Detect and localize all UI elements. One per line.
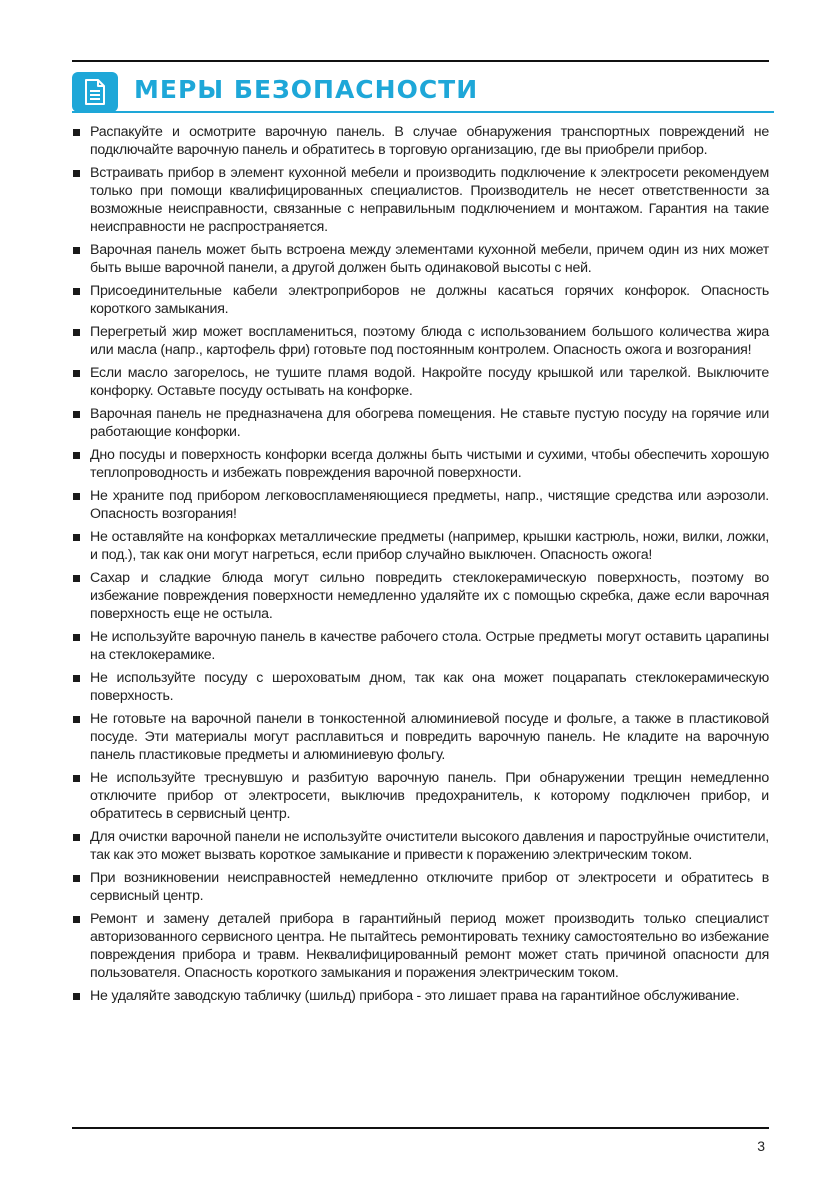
list-item <box>72 528 769 564</box>
list-item <box>72 487 769 523</box>
list-item-text: Если масло загорелось, не тушите пламя водой. Накройте посуду крышкой или тарелкой. Выключите конфорку. Оставьте посуду остывать на конфорке. <box>90 365 769 399</box>
bullet-square-icon <box>73 675 80 682</box>
bullet-square-icon <box>73 370 80 377</box>
bullet-square-icon <box>73 875 80 882</box>
list-item-text: Не используйте варочную панель в качестве рабочего стола. Острые предметы могут оставить царапины на стеклокерамике. <box>90 629 769 663</box>
list-item-text: Распакуйте и осмотрите варочную панель. В случае обнаружения транспортных повреждений не подключайте варочную панель и обратитесь в торговую организацию, где вы приобрели прибор. <box>90 124 769 158</box>
bottom-rule <box>72 1127 769 1129</box>
bullet-square-icon <box>73 916 80 923</box>
bullet-square-icon <box>73 288 80 295</box>
safety-list <box>72 123 769 1010</box>
list-item <box>72 569 769 623</box>
list-item <box>72 910 769 982</box>
list-item <box>72 710 769 764</box>
list-item <box>72 282 769 318</box>
document-icon <box>72 72 118 112</box>
list-item <box>72 987 769 1005</box>
bullet-square-icon <box>73 493 80 500</box>
bullet-square-icon <box>73 993 80 1000</box>
bullet-square-icon <box>73 716 80 723</box>
bullet-square-icon <box>73 775 80 782</box>
list-item <box>72 323 769 359</box>
bullet-square-icon <box>73 411 80 418</box>
list-item-text: Дно посуды и поверхность конфорки всегда должны быть чистыми и сухими, чтобы обеспечить хорошую теплопроводность и избежать повреждения варочной поверхности. <box>90 447 769 481</box>
bullet-square-icon <box>73 534 80 541</box>
bullet-square-icon <box>73 170 80 177</box>
bullet-square-icon <box>73 575 80 582</box>
header-underline <box>72 111 774 113</box>
top-rule <box>72 60 769 62</box>
list-item-text: Варочная панель может быть встроена между элементами кухонной мебели, причем один из них может быть выше варочной панели, а другой должен быть одинаковой высоты с ней. <box>90 242 769 276</box>
list-item-text: Для очистки варочной панели не используйте очистители высокого давления и пароструйные очистители, так как это может вызвать короткое замыкание и привести к поражению электрическим током. <box>90 829 769 863</box>
list-item-text: Встраивать прибор в элемент кухонной мебели и производить подключение к электросети рекомендуем только при помощи квалифицированных специалистов. Производитель не несет ответственности за возможные неисправности, связанные с неправильным подключением и монтажом. Гарантия на такие неисправности не распространяется. <box>90 165 769 235</box>
list-item-text: Не готовьте на варочной панели в тонкостенной алюминиевой посуде и фольге, а также в пластиковой посуде. Эти материалы могут расплавиться и повредить варочную панель. Не кладите на варочную панель пластиковые предметы и алюминиевую фольгу. <box>90 711 769 763</box>
bullet-square-icon <box>73 452 80 459</box>
list-item <box>72 241 769 277</box>
list-item-text: Не удаляйте заводскую табличку (шильд) прибора - это лишает права на гарантийное обслуживание. <box>90 988 740 1004</box>
list-item <box>72 446 769 482</box>
list-item-text: Не оставляйте на конфорках металлические предметы (например, крышки кастрюль, ножи, вилки, ложки, и под.), так как они могут нагреться, если прибор случайно выключен. Опасность ожога! <box>90 529 769 563</box>
list-item <box>72 628 769 664</box>
list-item-text: Присоединительные кабели электроприборов не должны касаться горячих конфорок. Опасность короткого замыкания. <box>90 283 769 317</box>
list-item <box>72 405 769 441</box>
list-item <box>72 869 769 905</box>
section-header <box>72 70 774 114</box>
list-item-text: Сахар и сладкие блюда могут сильно повредить стеклокерамическую поверхность, поэтому во избежание повреждения поверхности немедленно удаляйте их с помощью скребка, даже если варочная поверхность еще не остыла. <box>90 570 769 622</box>
bullet-square-icon <box>73 129 80 136</box>
list-item-text: При возникновении неисправностей немедленно отключите прибор от электросети и обратитесь в сервисный центр. <box>90 870 769 904</box>
bullet-square-icon <box>73 247 80 254</box>
list-item-text: Перегретый жир может воспламениться, поэтому блюда с использованием большого количества жира или масла (напр., картофель фри) готовьте под постоянным контролем. Опасность ожога и возгорания! <box>90 324 769 358</box>
list-item <box>72 364 769 400</box>
list-item <box>72 828 769 864</box>
list-item <box>72 669 769 705</box>
list-item <box>72 164 769 236</box>
bullet-square-icon <box>73 634 80 641</box>
page-number: 3 <box>757 1138 765 1154</box>
list-item <box>72 769 769 823</box>
list-item-text: Не используйте посуду с шероховатым дном, так как она может поцарапать стеклокерамическую поверхность. <box>90 670 769 704</box>
list-item <box>72 123 769 159</box>
list-item-text: Не используйте треснувшую и разбитую варочную панель. При обнаружении трещин немедленно отключите прибор от электросети, выключив предохранитель, к которому подключен прибор, и обратитесь в сервисный центр. <box>90 770 769 822</box>
list-item-text: Варочная панель не предназначена для обогрева помещения. Не ставьте пустую посуду на горячие или работающие конфорки. <box>90 406 769 440</box>
list-item-text: Ремонт и замену деталей прибора в гарантийный период может производить только специалист авторизованного сервисного центра. Не пытайтесь ремонтировать технику самостоятельно во избежание повреждения прибора и травм. Неквалифицированный ремонт может стать причиной опасности для пользователя. Опасность короткого замыкания и поражения электрическим током. <box>90 911 769 981</box>
bullet-square-icon <box>73 329 80 336</box>
page-title: МЕРЫ БЕЗОПАСНОСТИ <box>134 75 479 104</box>
bullet-square-icon <box>73 834 80 841</box>
list-item-text: Не храните под прибором легковоспламеняющиеся предметы, напр., чистящие средства или аэрозоли. Опасность возгорания! <box>90 488 769 522</box>
